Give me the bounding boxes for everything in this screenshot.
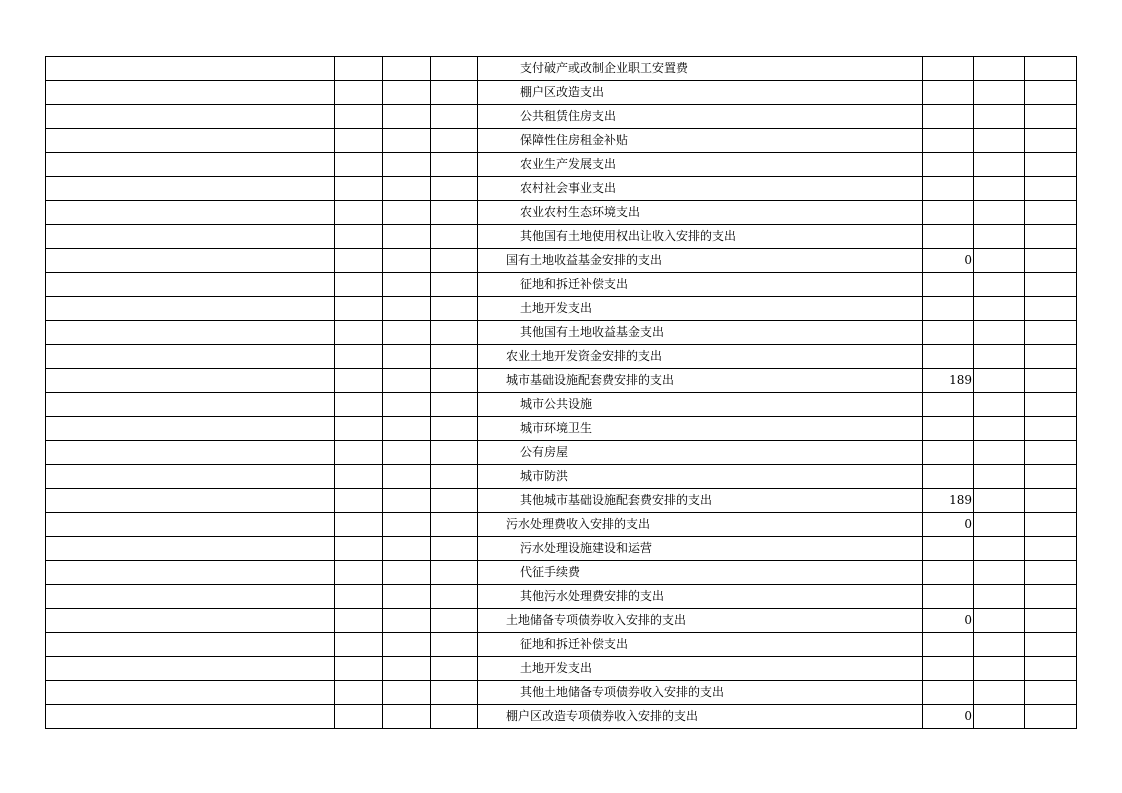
col-a-cell (335, 321, 383, 345)
col-c-cell (431, 489, 478, 513)
col-c-cell (431, 321, 478, 345)
left-cell (46, 393, 335, 417)
col-b-cell (383, 609, 431, 633)
col-c-cell (431, 177, 478, 201)
col-f-cell (1025, 201, 1077, 225)
col-f-cell (1025, 225, 1077, 249)
col-f-cell (1025, 177, 1077, 201)
table-row (46, 609, 1077, 633)
value-cell (923, 153, 974, 177)
col-f-cell (1025, 297, 1077, 321)
item-name-cell: 其他污水处理费安排的支出 (478, 585, 923, 609)
col-a-cell (335, 225, 383, 249)
item-name-cell: 其他国有土地使用权出让收入安排的支出 (478, 225, 923, 249)
table-row (46, 345, 1077, 369)
table-row (46, 249, 1077, 273)
table-row (46, 657, 1077, 681)
col-a-cell (335, 561, 383, 585)
col-f-cell (1025, 681, 1077, 705)
table-row (46, 129, 1077, 153)
value-cell: 0 (923, 609, 974, 633)
value-cell (923, 81, 974, 105)
table-row (46, 321, 1077, 345)
col-b-cell (383, 705, 431, 729)
col-c-cell (431, 57, 478, 81)
col-a-cell (335, 705, 383, 729)
col-c-cell (431, 513, 478, 537)
col-f-cell (1025, 441, 1077, 465)
col-e-cell (974, 345, 1025, 369)
table-row (46, 441, 1077, 465)
value-cell (923, 105, 974, 129)
item-name-cell: 支付破产或改制企业职工安置费 (478, 57, 923, 81)
col-b-cell (383, 177, 431, 201)
table-row (46, 201, 1077, 225)
col-e-cell (974, 657, 1025, 681)
col-e-cell (974, 585, 1025, 609)
col-c-cell (431, 585, 478, 609)
col-f-cell (1025, 417, 1077, 441)
col-b-cell (383, 129, 431, 153)
col-b-cell (383, 321, 431, 345)
col-e-cell (974, 537, 1025, 561)
table-row (46, 57, 1077, 81)
col-a-cell (335, 489, 383, 513)
table-row (46, 537, 1077, 561)
item-name-cell: 征地和拆迁补偿支出 (478, 273, 923, 297)
item-name-cell: 城市防洪 (478, 465, 923, 489)
col-b-cell (383, 561, 431, 585)
value-cell (923, 417, 974, 441)
col-c-cell (431, 369, 478, 393)
item-name-cell: 其他国有土地收益基金支出 (478, 321, 923, 345)
col-a-cell (335, 153, 383, 177)
left-cell (46, 537, 335, 561)
table-row (46, 177, 1077, 201)
left-cell (46, 513, 335, 537)
col-a-cell (335, 537, 383, 561)
col-c-cell (431, 657, 478, 681)
col-c-cell (431, 537, 478, 561)
item-name-cell: 城市基础设施配套费安排的支出 (478, 369, 923, 393)
value-cell (923, 201, 974, 225)
col-e-cell (974, 705, 1025, 729)
col-f-cell (1025, 705, 1077, 729)
col-e-cell (974, 249, 1025, 273)
item-name-cell: 棚户区改造支出 (478, 81, 923, 105)
col-a-cell (335, 201, 383, 225)
col-f-cell (1025, 633, 1077, 657)
value-cell (923, 465, 974, 489)
table-row (46, 561, 1077, 585)
col-e-cell (974, 609, 1025, 633)
left-cell (46, 561, 335, 585)
value-cell (923, 321, 974, 345)
col-f-cell (1025, 153, 1077, 177)
col-b-cell (383, 105, 431, 129)
value-cell: 189 (923, 369, 974, 393)
col-a-cell (335, 585, 383, 609)
col-c-cell (431, 297, 478, 321)
col-b-cell (383, 417, 431, 441)
left-cell (46, 129, 335, 153)
left-cell (46, 633, 335, 657)
col-f-cell (1025, 561, 1077, 585)
value-cell (923, 345, 974, 369)
value-cell (923, 561, 974, 585)
value-cell (923, 177, 974, 201)
table-row (46, 297, 1077, 321)
left-cell (46, 225, 335, 249)
col-e-cell (974, 489, 1025, 513)
item-name-cell: 污水处理费收入安排的支出 (478, 513, 923, 537)
col-c-cell (431, 345, 478, 369)
left-cell (46, 441, 335, 465)
value-cell (923, 129, 974, 153)
col-e-cell (974, 513, 1025, 537)
col-e-cell (974, 561, 1025, 585)
left-cell (46, 465, 335, 489)
table-row (46, 681, 1077, 705)
table-row (46, 633, 1077, 657)
col-c-cell (431, 225, 478, 249)
col-f-cell (1025, 393, 1077, 417)
col-a-cell (335, 273, 383, 297)
col-e-cell (974, 393, 1025, 417)
col-a-cell (335, 57, 383, 81)
col-a-cell (335, 81, 383, 105)
col-b-cell (383, 585, 431, 609)
left-cell (46, 369, 335, 393)
col-c-cell (431, 81, 478, 105)
col-a-cell (335, 369, 383, 393)
col-c-cell (431, 705, 478, 729)
col-b-cell (383, 657, 431, 681)
col-f-cell (1025, 369, 1077, 393)
value-cell (923, 633, 974, 657)
item-name-cell: 农业农村生态环境支出 (478, 201, 923, 225)
col-e-cell (974, 297, 1025, 321)
col-b-cell (383, 369, 431, 393)
col-b-cell (383, 201, 431, 225)
left-cell (46, 705, 335, 729)
col-c-cell (431, 393, 478, 417)
col-a-cell (335, 105, 383, 129)
col-e-cell (974, 681, 1025, 705)
col-e-cell (974, 153, 1025, 177)
col-b-cell (383, 513, 431, 537)
value-cell (923, 441, 974, 465)
value-cell (923, 537, 974, 561)
col-c-cell (431, 609, 478, 633)
table-row (46, 465, 1077, 489)
col-c-cell (431, 417, 478, 441)
col-f-cell (1025, 81, 1077, 105)
col-a-cell (335, 441, 383, 465)
col-a-cell (335, 633, 383, 657)
table-row (46, 417, 1077, 441)
col-b-cell (383, 297, 431, 321)
col-a-cell (335, 393, 383, 417)
table-row (46, 585, 1077, 609)
col-f-cell (1025, 129, 1077, 153)
left-cell (46, 657, 335, 681)
table-row (46, 393, 1077, 417)
col-a-cell (335, 249, 383, 273)
value-cell: 0 (923, 705, 974, 729)
col-a-cell (335, 657, 383, 681)
col-a-cell (335, 681, 383, 705)
col-e-cell (974, 57, 1025, 81)
col-a-cell (335, 345, 383, 369)
item-name-cell: 土地开发支出 (478, 657, 923, 681)
item-name-cell: 土地储备专项债券收入安排的支出 (478, 609, 923, 633)
left-cell (46, 273, 335, 297)
left-cell (46, 585, 335, 609)
item-name-cell: 其他城市基础设施配套费安排的支出 (478, 489, 923, 513)
item-name-cell: 农业土地开发资金安排的支出 (478, 345, 923, 369)
col-f-cell (1025, 105, 1077, 129)
left-cell (46, 177, 335, 201)
item-name-cell: 城市环境卫生 (478, 417, 923, 441)
col-e-cell (974, 177, 1025, 201)
col-b-cell (383, 273, 431, 297)
value-cell (923, 681, 974, 705)
col-a-cell (335, 513, 383, 537)
table-row (46, 81, 1077, 105)
value-cell (923, 273, 974, 297)
item-name-cell: 农业生产发展支出 (478, 153, 923, 177)
col-b-cell (383, 441, 431, 465)
left-cell (46, 201, 335, 225)
col-f-cell (1025, 657, 1077, 681)
item-name-cell: 公共租赁住房支出 (478, 105, 923, 129)
col-f-cell (1025, 321, 1077, 345)
value-cell: 189 (923, 489, 974, 513)
value-cell (923, 297, 974, 321)
table-row (46, 489, 1077, 513)
col-f-cell (1025, 609, 1077, 633)
col-e-cell (974, 105, 1025, 129)
item-name-cell: 保障性住房租金补贴 (478, 129, 923, 153)
table-body (46, 57, 1077, 729)
left-cell (46, 81, 335, 105)
table-row (46, 513, 1077, 537)
value-cell (923, 225, 974, 249)
col-e-cell (974, 321, 1025, 345)
table-row (46, 705, 1077, 729)
left-cell (46, 153, 335, 177)
col-f-cell (1025, 537, 1077, 561)
left-cell (46, 489, 335, 513)
left-cell (46, 57, 335, 81)
table-row (46, 273, 1077, 297)
left-cell (46, 681, 335, 705)
col-c-cell (431, 441, 478, 465)
col-e-cell (974, 465, 1025, 489)
col-b-cell (383, 393, 431, 417)
col-a-cell (335, 129, 383, 153)
col-c-cell (431, 273, 478, 297)
item-name-cell: 污水处理设施建设和运营 (478, 537, 923, 561)
left-cell (46, 417, 335, 441)
col-a-cell (335, 609, 383, 633)
value-cell: 0 (923, 249, 974, 273)
col-c-cell (431, 633, 478, 657)
col-f-cell (1025, 249, 1077, 273)
col-e-cell (974, 369, 1025, 393)
col-a-cell (335, 417, 383, 441)
col-a-cell (335, 177, 383, 201)
table-row (46, 225, 1077, 249)
left-cell (46, 321, 335, 345)
budget-table (45, 56, 1077, 729)
col-b-cell (383, 81, 431, 105)
item-name-cell: 国有土地收益基金安排的支出 (478, 249, 923, 273)
col-e-cell (974, 129, 1025, 153)
col-b-cell (383, 249, 431, 273)
left-cell (46, 105, 335, 129)
left-cell (46, 297, 335, 321)
col-f-cell (1025, 465, 1077, 489)
col-c-cell (431, 561, 478, 585)
col-b-cell (383, 537, 431, 561)
col-b-cell (383, 57, 431, 81)
col-e-cell (974, 633, 1025, 657)
col-e-cell (974, 81, 1025, 105)
col-a-cell (335, 297, 383, 321)
col-b-cell (383, 345, 431, 369)
value-cell (923, 657, 974, 681)
left-cell (46, 345, 335, 369)
item-name-cell: 城市公共设施 (478, 393, 923, 417)
left-cell (46, 609, 335, 633)
table-row (46, 369, 1077, 393)
col-c-cell (431, 681, 478, 705)
col-f-cell (1025, 585, 1077, 609)
col-b-cell (383, 489, 431, 513)
item-name-cell: 其他土地储备专项债券收入安排的支出 (478, 681, 923, 705)
col-e-cell (974, 225, 1025, 249)
table-row (46, 105, 1077, 129)
table-row (46, 153, 1077, 177)
col-c-cell (431, 465, 478, 489)
value-cell (923, 393, 974, 417)
col-e-cell (974, 201, 1025, 225)
item-name-cell: 土地开发支出 (478, 297, 923, 321)
col-c-cell (431, 153, 478, 177)
value-cell (923, 585, 974, 609)
col-b-cell (383, 465, 431, 489)
value-cell: 0 (923, 513, 974, 537)
col-e-cell (974, 417, 1025, 441)
item-name-cell: 农村社会事业支出 (478, 177, 923, 201)
col-f-cell (1025, 513, 1077, 537)
col-f-cell (1025, 57, 1077, 81)
item-name-cell: 棚户区改造专项债券收入安排的支出 (478, 705, 923, 729)
item-name-cell: 征地和拆迁补偿支出 (478, 633, 923, 657)
col-f-cell (1025, 345, 1077, 369)
left-cell (46, 249, 335, 273)
col-c-cell (431, 129, 478, 153)
col-c-cell (431, 105, 478, 129)
col-e-cell (974, 273, 1025, 297)
item-name-cell: 公有房屋 (478, 441, 923, 465)
col-f-cell (1025, 489, 1077, 513)
col-e-cell (974, 441, 1025, 465)
col-f-cell (1025, 273, 1077, 297)
col-b-cell (383, 153, 431, 177)
col-a-cell (335, 465, 383, 489)
col-b-cell (383, 681, 431, 705)
item-name-cell: 代征手续费 (478, 561, 923, 585)
value-cell (923, 57, 974, 81)
col-c-cell (431, 201, 478, 225)
col-b-cell (383, 633, 431, 657)
col-b-cell (383, 225, 431, 249)
col-c-cell (431, 249, 478, 273)
